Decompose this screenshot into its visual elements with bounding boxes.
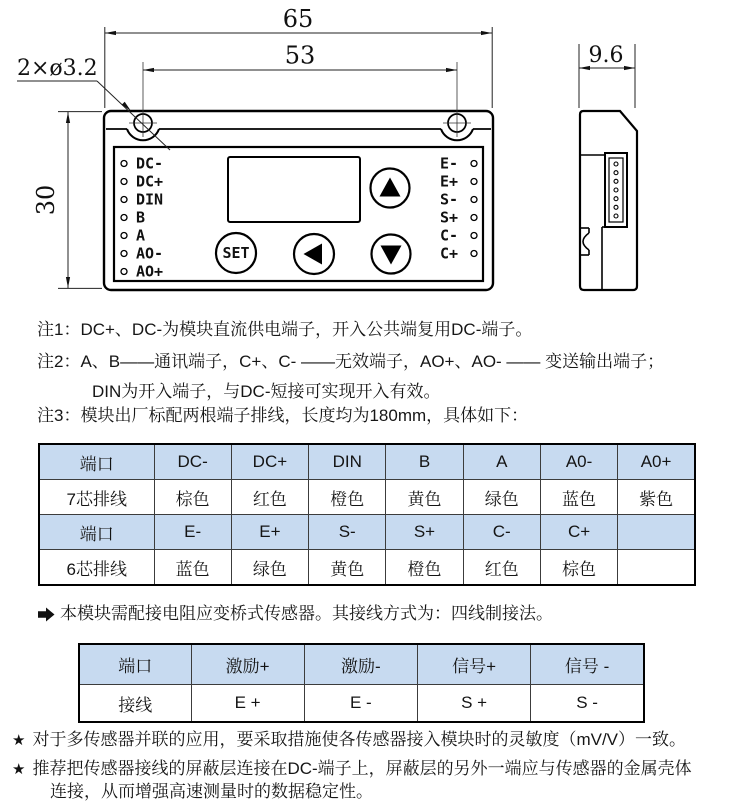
table-cell: 红色 <box>463 550 540 586</box>
table-cell: DIN <box>309 444 386 480</box>
star-icon: ★ <box>12 761 26 778</box>
table-cell: 信号+ <box>418 644 531 685</box>
left-arrow-icon <box>304 244 323 265</box>
down-arrow-icon <box>381 246 402 265</box>
table-cell: E - <box>304 685 417 723</box>
terminal-label: S- <box>440 190 459 209</box>
set-button-label: SET <box>222 244 250 262</box>
hole-callout: 2×ø3.2 <box>17 56 98 81</box>
table-cell: DC+ <box>231 444 308 480</box>
dim-65: 65 <box>282 5 314 33</box>
note-2-continued: DIN为开入端子，与DC-短接可实现开入有效。 <box>92 382 441 401</box>
note-1: 注1：DC+、DC-为模块直流供电端子，开入公共端复用DC-端子。 <box>37 320 533 339</box>
note-3: 注3：模块出厂标配两根端子排线，长度均为180mm，具体如下： <box>37 406 529 425</box>
wiring-color-table <box>38 443 696 586</box>
dim-9-6: 9.6 <box>588 43 624 68</box>
up-arrow-icon <box>380 178 401 197</box>
table-cell: S - <box>531 685 644 723</box>
table-cell: 绿色 <box>463 480 540 515</box>
note-2: 注2：A、B——通讯端子，C+、C- ——无效端子，AO+、AO- —— 变送输出端子； <box>37 352 665 371</box>
table-cell: 激励- <box>304 644 417 685</box>
star-note-1 <box>12 730 686 751</box>
terminal-label: C+ <box>440 244 459 263</box>
star-icon: ★ <box>12 732 26 749</box>
right-terminal-dots <box>471 161 477 257</box>
star-note-2-text: 推荐把传感器接线的屏蔽层连接在DC-端子上，屏蔽层的另外一端应与传感器的金属壳体 <box>32 759 692 778</box>
sensor-note-text: 本模块需配接电阻应变桥式传感器。其接线方式为：四线制接法。 <box>60 604 553 623</box>
table-cell: 橙色 <box>386 550 463 586</box>
table-cell: A0+ <box>618 444 695 480</box>
star-note-2-continued-text: 连接，从而增强高速测量时的数据稳定性。 <box>50 782 373 801</box>
table-cell: E- <box>154 515 231 550</box>
table-cell: 紫色 <box>618 480 695 515</box>
terminal-label: B <box>136 208 146 227</box>
table-row <box>79 644 644 685</box>
terminal-label: E+ <box>440 172 459 191</box>
terminal-label: A <box>136 226 146 245</box>
table-cell: 端口 <box>39 444 154 480</box>
terminal-label: S+ <box>440 208 459 227</box>
table-cell: 激励+ <box>191 644 304 685</box>
table-cell: 红色 <box>231 480 308 515</box>
left-terminal-dots <box>121 161 127 275</box>
table-cell: C+ <box>540 515 617 550</box>
table-cell: A <box>463 444 540 480</box>
table-cell: 端口 <box>39 515 154 550</box>
table-cell: DC- <box>154 444 231 480</box>
sensor-note <box>38 604 553 624</box>
table-cell: S+ <box>386 515 463 550</box>
dim-53: 53 <box>284 41 316 70</box>
table-cell: A0- <box>540 444 617 480</box>
connector-pins <box>614 162 618 218</box>
table-cell: 黄色 <box>309 550 386 586</box>
table-cell: E + <box>191 685 304 723</box>
table-cell: 端口 <box>79 644 191 685</box>
table-cell: 橙色 <box>309 480 386 515</box>
table-cell: S + <box>418 685 531 723</box>
table-cell: 7芯排线 <box>39 480 154 515</box>
terminal-label: E- <box>440 154 459 173</box>
table-row <box>39 515 695 550</box>
table-cell: 信号 - <box>531 644 644 685</box>
table-cell: C- <box>463 515 540 550</box>
star-note-2-continued <box>50 782 373 802</box>
terminal-label: DIN <box>136 190 164 209</box>
right-arrow-bullet-icon <box>38 607 55 622</box>
terminal-label: AO- <box>136 244 164 263</box>
table-cell: 6芯排线 <box>39 550 154 586</box>
table-cell: E+ <box>231 515 308 550</box>
terminal-label: DC+ <box>136 172 164 191</box>
dim-30: 30 <box>32 184 60 216</box>
side-view <box>580 111 637 290</box>
table-cell: 蓝色 <box>154 550 231 586</box>
table-row <box>39 550 695 586</box>
terminal-label: AO+ <box>136 262 164 281</box>
four-wire-table <box>78 643 645 723</box>
table-cell: 接线 <box>79 685 191 723</box>
front-panel-outline <box>114 147 483 281</box>
table-row <box>79 685 644 723</box>
din-clip <box>580 228 589 255</box>
hole-centerlines <box>129 62 471 137</box>
table-cell: B <box>386 444 463 480</box>
technical-drawing <box>0 0 752 302</box>
table-cell: 棕色 <box>154 480 231 515</box>
table-cell: 黄色 <box>386 480 463 515</box>
table-cell: 棕色 <box>540 550 617 586</box>
table-cell <box>618 550 695 586</box>
table-row <box>39 480 695 515</box>
table-cell: 绿色 <box>231 550 308 586</box>
terminal-label: DC- <box>136 154 164 173</box>
table-cell <box>618 515 695 550</box>
star-note-2 <box>12 759 692 780</box>
terminal-label: C- <box>440 226 459 245</box>
lcd-display <box>228 157 360 222</box>
table-cell: 蓝色 <box>540 480 617 515</box>
table-row <box>39 444 695 480</box>
table-cell: S- <box>309 515 386 550</box>
star-note-1-text: 对于多传感器并联的应用，要采取措施使各传感器接入模块时的灵敏度（mV/V）一致。 <box>32 730 687 749</box>
